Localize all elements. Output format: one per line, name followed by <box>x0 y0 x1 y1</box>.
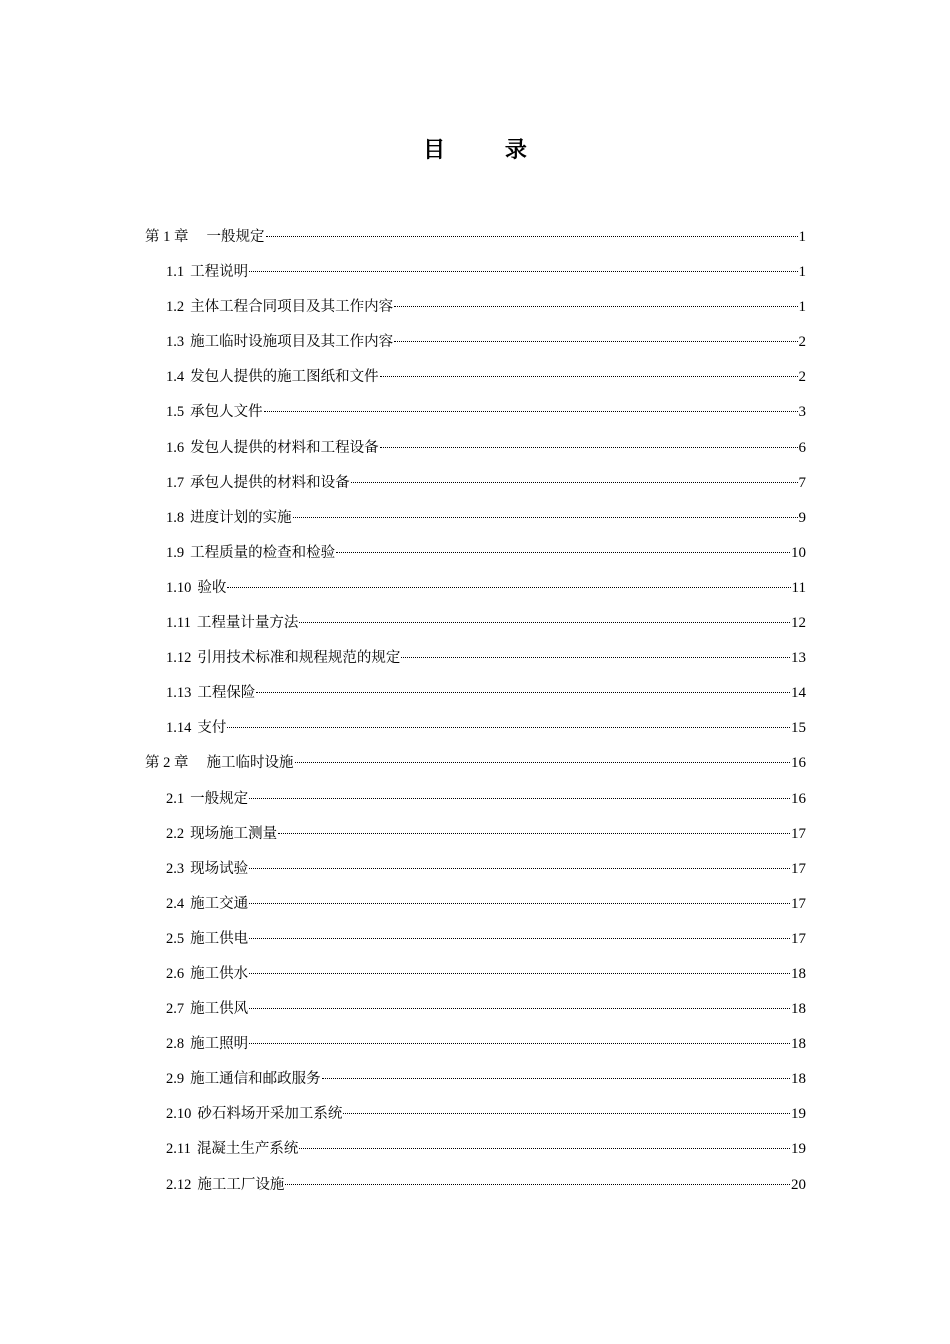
toc-entry-label <box>166 1168 284 1203</box>
toc-section-entry[interactable] <box>145 1168 806 1203</box>
toc-entry-text: 施工供风 <box>190 1001 249 1018</box>
toc-entry-page-number: 2 <box>798 334 806 351</box>
toc-entry-text: 混凝土生产系统 <box>196 1141 299 1158</box>
toc-entry-number: 2.2 <box>166 825 185 842</box>
toc-entry-page-number: 16 <box>791 755 806 772</box>
toc-entry-label <box>166 782 248 817</box>
toc-entry-text: 施工交通 <box>190 895 249 912</box>
toc-dot-leader <box>249 1008 790 1009</box>
toc-entry-label <box>145 746 294 781</box>
toc-entry-page-number: 13 <box>791 650 806 667</box>
toc-entry-label <box>166 466 350 501</box>
toc-entry-text: 验收 <box>197 579 227 596</box>
toc-entry-label <box>166 1027 248 1062</box>
toc-entry-text: 发包人提供的材料和工程设备 <box>190 439 379 456</box>
toc-entry-page-number: 19 <box>791 1106 806 1123</box>
toc-entry-number: 2.5 <box>166 930 185 947</box>
toc-section-entry[interactable] <box>145 255 806 290</box>
toc-entry-number: 2.7 <box>166 1001 185 1018</box>
toc-dot-leader <box>394 341 797 342</box>
toc-section-entry[interactable] <box>145 290 806 325</box>
toc-dot-leader <box>249 903 790 904</box>
toc-entry-page-number: 9 <box>798 509 806 526</box>
toc-entry-number: 1.11 <box>166 615 191 632</box>
toc-entry-text: 发包人提供的施工图纸和文件 <box>190 369 379 386</box>
toc-entry-number: 1.10 <box>166 579 192 596</box>
toc-entry-number: 2.10 <box>166 1106 192 1123</box>
toc-section-entry[interactable] <box>145 782 806 817</box>
toc-entry-number: 2.11 <box>166 1141 191 1158</box>
toc-entry-page-number: 20 <box>791 1176 806 1193</box>
toc-section-entry[interactable] <box>145 676 806 711</box>
toc-entry-text: 承包人提供的材料和设备 <box>190 474 350 491</box>
toc-dot-leader <box>249 868 790 869</box>
toc-entry-number: 2.1 <box>166 790 185 807</box>
toc-entry-number: 1.6 <box>166 439 185 456</box>
toc-entry-page-number: 3 <box>798 404 806 421</box>
toc-entry-page-number: 18 <box>791 1071 806 1088</box>
toc-entry-number: 第 2 章 <box>145 755 189 772</box>
toc-entry-label <box>166 536 335 571</box>
toc-entry-page-number: 17 <box>791 895 806 912</box>
toc-dot-leader <box>394 306 797 307</box>
toc-entry-number: 1.14 <box>166 720 192 737</box>
toc-dot-leader <box>380 447 798 448</box>
toc-entry-page-number: 17 <box>791 930 806 947</box>
toc-section-entry[interactable] <box>145 325 806 360</box>
toc-entry-number: 1.4 <box>166 369 185 386</box>
toc-section-entry[interactable] <box>145 1027 806 1062</box>
toc-dot-leader <box>343 1113 790 1114</box>
toc-entry-label <box>166 711 226 746</box>
toc-entry-text: 施工工厂设施 <box>197 1176 285 1193</box>
toc-entry-page-number: 17 <box>791 860 806 877</box>
toc-section-entry[interactable] <box>145 641 806 676</box>
toc-entry-number: 2.3 <box>166 860 185 877</box>
toc-section-entry[interactable] <box>145 431 806 466</box>
toc-entry-label <box>166 606 298 641</box>
toc-dot-leader <box>322 1078 790 1079</box>
toc-entry-page-number: 1 <box>798 299 806 316</box>
toc-entry-text: 施工通信和邮政服务 <box>190 1071 321 1088</box>
toc-entry-number: 1.12 <box>166 650 192 667</box>
toc-dot-leader <box>256 692 790 693</box>
toc-entry-label <box>166 887 248 922</box>
toc-section-entry[interactable] <box>145 395 806 430</box>
toc-section-entry[interactable] <box>145 606 806 641</box>
toc-entry-number: 1.2 <box>166 299 185 316</box>
toc-section-entry[interactable] <box>145 360 806 395</box>
toc-dot-leader <box>299 1148 790 1149</box>
toc-section-entry[interactable] <box>145 817 806 852</box>
toc-entry-page-number: 17 <box>791 825 806 842</box>
toc-entry-page-number: 7 <box>798 474 806 491</box>
toc-entry-page-number: 18 <box>791 1001 806 1018</box>
toc-entry-text: 工程量计量方法 <box>196 615 299 632</box>
toc-dot-leader <box>278 833 790 834</box>
toc-entry-label <box>166 431 379 466</box>
toc-entry-text: 施工供水 <box>190 965 249 982</box>
toc-entry-label <box>166 1097 342 1132</box>
toc-entry-number: 1.3 <box>166 334 185 351</box>
toc-entry-text: 砂石料场开采加工系统 <box>197 1106 343 1123</box>
toc-entry-page-number: 12 <box>791 615 806 632</box>
toc-entry-text: 进度计划的实施 <box>190 509 292 526</box>
toc-list <box>145 220 806 1203</box>
toc-entry-number: 1.5 <box>166 404 185 421</box>
toc-section-entry[interactable] <box>145 887 806 922</box>
toc-entry-label <box>166 290 393 325</box>
toc-entry-label <box>166 676 255 711</box>
toc-section-entry[interactable] <box>145 1097 806 1132</box>
toc-entry-label <box>166 360 379 395</box>
toc-section-entry[interactable] <box>145 536 806 571</box>
toc-section-entry[interactable] <box>145 466 806 501</box>
toc-chapter-entry[interactable] <box>145 220 806 255</box>
toc-entry-label <box>166 395 263 430</box>
toc-entry-text: 工程质量的检查和检验 <box>190 544 336 561</box>
toc-entry-page-number: 1 <box>798 264 806 281</box>
toc-section-entry[interactable] <box>145 571 806 606</box>
toc-entry-page-number: 6 <box>798 439 806 456</box>
toc-dot-leader <box>249 271 797 272</box>
toc-section-entry[interactable] <box>145 992 806 1027</box>
toc-entry-text: 工程说明 <box>190 264 249 281</box>
toc-entry-page-number: 15 <box>791 720 806 737</box>
toc-dot-leader <box>227 587 790 588</box>
toc-entry-text: 施工临时设施 <box>206 755 294 772</box>
toc-chapter-entry[interactable] <box>145 746 806 781</box>
toc-dot-leader <box>299 622 790 623</box>
toc-dot-leader <box>264 411 798 412</box>
toc-entry-label <box>166 571 226 606</box>
toc-entry-label <box>166 1062 321 1097</box>
toc-entry-page-number: 19 <box>791 1141 806 1158</box>
toc-entry-text: 一般规定 <box>190 790 249 807</box>
toc-entry-page-number: 2 <box>798 369 806 386</box>
toc-dot-leader <box>293 517 798 518</box>
toc-entry-number: 1.7 <box>166 474 185 491</box>
toc-entry-page-number: 11 <box>791 579 806 596</box>
toc-entry-label <box>166 255 248 290</box>
toc-dot-leader <box>249 798 790 799</box>
toc-entry-text: 现场施工测量 <box>190 825 278 842</box>
toc-entry-page-number: 16 <box>791 790 806 807</box>
toc-entry-number: 1.13 <box>166 685 192 702</box>
toc-section-entry[interactable] <box>145 852 806 887</box>
toc-section-entry[interactable] <box>145 711 806 746</box>
toc-entry-number: 2.6 <box>166 965 185 982</box>
toc-entry-label <box>145 220 265 255</box>
toc-section-entry[interactable] <box>145 957 806 992</box>
toc-dot-leader <box>295 762 791 763</box>
toc-entry-label <box>166 817 277 852</box>
toc-entry-number: 2.4 <box>166 895 185 912</box>
toc-entry-number: 第 1 章 <box>145 229 189 245</box>
toc-entry-text: 承包人文件 <box>190 404 263 421</box>
toc-section-entry[interactable] <box>145 501 806 536</box>
toc-entry-number: 1.8 <box>166 509 185 526</box>
toc-dot-leader <box>285 1184 790 1185</box>
toc-entry-label <box>166 957 248 992</box>
toc-entry-text: 施工供电 <box>190 930 249 947</box>
toc-entry-text: 施工照明 <box>190 1036 249 1053</box>
toc-entry-page-number: 14 <box>791 685 806 702</box>
toc-entry-text: 现场试验 <box>190 860 249 877</box>
toc-entry-label <box>166 501 292 536</box>
toc-entry-label <box>166 852 248 887</box>
toc-entry-text: 主体工程合同项目及其工作内容 <box>190 299 394 316</box>
toc-entry-page-number: 1 <box>798 229 806 245</box>
toc-dot-leader <box>336 552 790 553</box>
toc-entry-text: 支付 <box>197 720 227 737</box>
toc-entry-label <box>166 641 400 676</box>
toc-dot-leader <box>227 727 790 728</box>
toc-section-entry[interactable] <box>145 922 806 957</box>
toc-dot-leader <box>249 1043 790 1044</box>
toc-entry-text: 施工临时设施项目及其工作内容 <box>190 334 394 351</box>
toc-entry-page-number: 18 <box>791 1036 806 1053</box>
toc-dot-leader <box>249 973 790 974</box>
toc-entry-label <box>166 992 248 1027</box>
toc-entry-number: 1.1 <box>166 264 185 281</box>
toc-entry-number: 2.8 <box>166 1036 185 1053</box>
toc-entry-text: 工程保险 <box>197 685 256 702</box>
toc-section-entry[interactable] <box>145 1132 806 1167</box>
toc-section-entry[interactable] <box>145 1062 806 1097</box>
toc-dot-leader <box>266 236 798 237</box>
toc-entry-label <box>166 325 393 360</box>
toc-dot-leader <box>249 938 790 939</box>
toc-entry-text: 引用技术标准和规程规范的规定 <box>197 650 401 667</box>
toc-entry-label <box>166 922 248 957</box>
toc-dot-leader <box>380 376 798 377</box>
toc-title: 目 录 <box>423 138 553 163</box>
toc-entry-number: 2.9 <box>166 1071 185 1088</box>
toc-entry-text: 一般规定 <box>206 229 265 245</box>
toc-entry-page-number: 18 <box>791 965 806 982</box>
toc-entry-label <box>166 1132 298 1167</box>
toc-entry-number: 2.12 <box>166 1176 192 1193</box>
toc-entry-number: 1.9 <box>166 544 185 561</box>
toc-dot-leader <box>401 657 790 658</box>
toc-dot-leader <box>351 482 798 483</box>
toc-entry-page-number: 10 <box>791 544 806 561</box>
